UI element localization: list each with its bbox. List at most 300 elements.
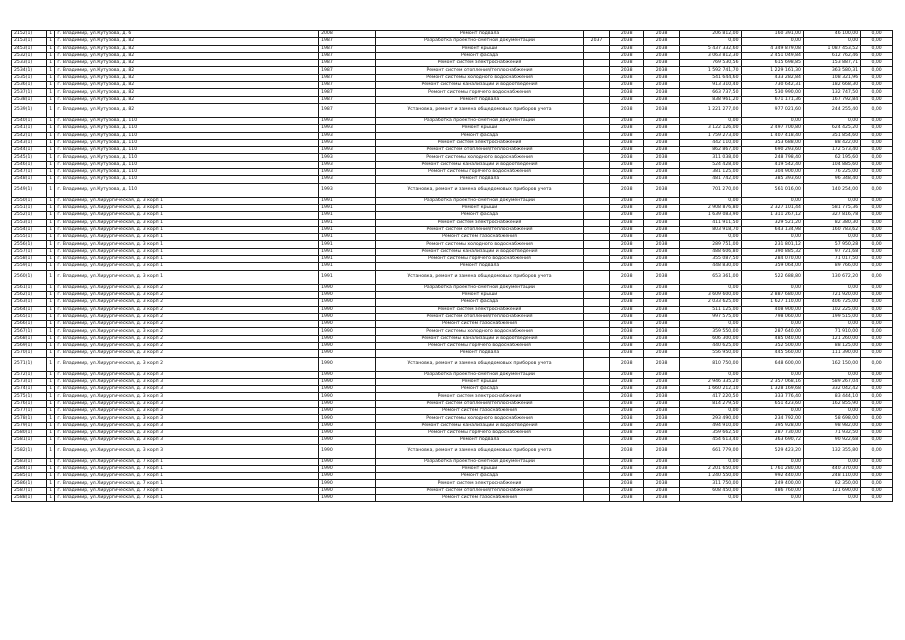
extra-year-cell [583, 357, 609, 371]
build-year-cell: 1990 [319, 422, 376, 429]
sequence-cell: 1 [46, 437, 54, 444]
table-row [12, 465, 893, 472]
total-cost-cell: 1 240 550,00 [680, 473, 741, 480]
total-cost-cell: 769 530,56 [680, 60, 741, 67]
owner-share-cell: 132 747,50 [803, 89, 860, 96]
work-type-cell: Ремонт фасада [376, 473, 584, 480]
table-row [12, 96, 893, 103]
other-share-cell: 0,00 [861, 429, 893, 436]
address-cell: г. Владимир, ул.Хирургическая, д. 3 корп 2 [55, 350, 319, 357]
build-year-cell: 1990 [319, 284, 376, 291]
end-year-cell: 2038 [644, 147, 680, 154]
build-year-cell: 1991 [319, 212, 376, 219]
start-year-cell: 2038 [610, 400, 644, 407]
start-year-cell: 2038 [610, 473, 644, 480]
record-id-cell: 2542(1) [12, 132, 47, 139]
fund-share-cell: 4 349 879,08 [741, 45, 803, 52]
total-cost-cell: 0,00 [680, 117, 741, 124]
sequence-cell: 1 [46, 161, 54, 168]
start-year-cell: 2038 [610, 437, 644, 444]
table-row [12, 284, 893, 291]
fund-share-cell: 0,00 [741, 495, 803, 502]
owner-share-cell: 83 444,10 [803, 393, 860, 400]
extra-year-cell [583, 204, 609, 211]
sequence-cell: 1 [46, 183, 54, 197]
record-id-cell: 2543(1) [12, 139, 47, 146]
owner-share-cell: 199 515,00 [803, 313, 860, 320]
other-share-cell: 0,00 [861, 67, 893, 74]
other-share-cell: 0,00 [861, 60, 893, 67]
other-share-cell: 0,00 [861, 378, 893, 385]
owner-share-cell: 62 195,60 [803, 154, 860, 161]
build-year-cell: 1990 [319, 378, 376, 385]
other-share-cell: 0,00 [861, 89, 893, 96]
fund-share-cell: 2 887 680,00 [741, 291, 803, 298]
fund-share-cell: 287 730,00 [741, 429, 803, 436]
start-year-cell: 2038 [610, 321, 644, 328]
other-share-cell: 0,00 [861, 38, 893, 45]
start-year-cell: 2038 [610, 183, 644, 197]
end-year-cell: 2038 [644, 284, 680, 291]
total-cost-cell: 293 490,00 [680, 415, 741, 422]
total-cost-cell: 494 910,00 [680, 422, 741, 429]
sequence-cell: 1 [46, 480, 54, 487]
work-type-cell: Ремонт систем электроснабжения [376, 306, 584, 313]
start-year-cell: 2038 [610, 89, 644, 96]
owner-share-cell: 0,00 [803, 234, 860, 241]
owner-share-cell: 162 150,00 [803, 357, 860, 371]
total-cost-cell: 838 961,20 [680, 96, 741, 103]
start-year-cell: 2038 [610, 226, 644, 233]
fund-share-cell: 304 900,00 [741, 169, 803, 176]
start-year-cell: 2038 [610, 487, 644, 494]
work-type-cell: Ремонт систем отопления/теплоснабжения [376, 226, 584, 233]
end-year-cell: 2038 [644, 306, 680, 313]
build-year-cell: 1990 [319, 444, 376, 458]
work-type-cell: Ремонт подвала [376, 31, 584, 38]
start-year-cell: 2038 [610, 408, 644, 415]
end-year-cell: 2038 [644, 212, 680, 219]
other-share-cell: 0,00 [861, 350, 893, 357]
record-id-cell: 2540(1) [12, 117, 47, 124]
work-type-cell: Разработка проектно-сметной документации [376, 117, 584, 124]
owner-share-cell: 172 573,40 [803, 147, 860, 154]
sequence-cell: 1 [46, 393, 54, 400]
fund-share-cell: 730 642,31 [741, 82, 803, 89]
address-cell: г. Владимир, ул.Хирургическая, д. 3 корп 3 [55, 437, 319, 444]
build-year-cell: 1990 [319, 342, 376, 349]
fund-share-cell: 419 542,40 [741, 161, 803, 168]
work-type-cell: Ремонт подвала [376, 350, 584, 357]
build-year-cell: 1990 [319, 291, 376, 298]
address-cell: г. Владимир, ул.Хирургическая, д. 3 корп 1 [55, 256, 319, 263]
sequence-cell: 1 [46, 328, 54, 335]
other-share-cell: 0,00 [861, 371, 893, 378]
owner-share-cell: 58 698,00 [803, 415, 860, 422]
work-type-cell: Ремонт системы холодного водоснабжения [376, 328, 584, 335]
start-year-cell: 2038 [610, 415, 644, 422]
build-year-cell: 1991 [319, 248, 376, 255]
owner-share-cell: 351 854,60 [803, 132, 860, 139]
fund-share-cell: 433 282,84 [741, 74, 803, 81]
end-year-cell: 2038 [644, 45, 680, 52]
extra-year-cell [583, 437, 609, 444]
extra-year-cell [583, 270, 609, 284]
work-type-cell: Установка, ремонт и замена общедомовых приборов учета [376, 444, 584, 458]
sequence-cell: 1 [46, 45, 54, 52]
fund-share-cell: 977 021,60 [741, 103, 803, 117]
work-type-cell: Ремонт крыши [376, 125, 584, 132]
extra-year-cell [583, 74, 609, 81]
table-row [12, 74, 893, 81]
work-type-cell: Ремонт системы холодного водоснабжения [376, 241, 584, 248]
address-cell: г. Владимир, ул.Хирургическая, д. 7 корп 1 [55, 480, 319, 487]
end-year-cell: 2038 [644, 422, 680, 429]
address-cell: г. Владимир, ул.Кутузова, д. 110 [55, 147, 319, 154]
work-type-cell: Ремонт подвала [376, 437, 584, 444]
fund-share-cell: 2 327 101,44 [741, 204, 803, 211]
build-year-cell: 1987 [319, 45, 376, 52]
record-id-cell: 2564(1) [12, 306, 47, 313]
record-id-cell: 2546(1) [12, 161, 47, 168]
address-cell: г. Владимир, ул.Хирургическая, д. 3 корп 3 [55, 422, 319, 429]
fund-share-cell: 408 900,00 [741, 306, 803, 313]
sequence-cell: 1 [46, 226, 54, 233]
sequence-cell: 1 [46, 212, 54, 219]
start-year-cell: 2038 [610, 204, 644, 211]
start-year-cell: 2038 [610, 117, 644, 124]
record-id-cell: 2550(1) [12, 197, 47, 204]
owner-share-cell: 248 110,00 [803, 473, 860, 480]
owner-share-cell: 1 087 453,52 [803, 45, 860, 52]
start-year-cell: 2038 [610, 82, 644, 89]
table-row [12, 263, 893, 270]
sequence-cell: 1 [46, 60, 54, 67]
total-cost-cell: 862 867,00 [680, 147, 741, 154]
total-cost-cell: 810 750,00 [680, 357, 741, 371]
record-id-cell: 2559(1) [12, 263, 47, 270]
work-type-cell: Ремонт системы горячего водоснабжения [376, 169, 584, 176]
record-id-cell: 2541(1) [12, 125, 47, 132]
extra-year-cell [583, 415, 609, 422]
fund-share-cell: 1 627 110,00 [741, 299, 803, 306]
build-year-cell: 1991 [319, 204, 376, 211]
end-year-cell: 2038 [644, 176, 680, 183]
record-id-cell: 2532(1) [12, 52, 47, 59]
other-share-cell: 0,00 [861, 226, 893, 233]
other-share-cell: 0,00 [861, 465, 893, 472]
fund-share-cell: 0,00 [741, 321, 803, 328]
total-cost-cell: 355 087,50 [680, 256, 741, 263]
other-share-cell: 0,00 [861, 415, 893, 422]
end-year-cell: 2038 [644, 371, 680, 378]
build-year-cell: 1990 [319, 480, 376, 487]
start-year-cell: 2038 [610, 60, 644, 67]
other-share-cell: 0,00 [861, 256, 893, 263]
build-year-cell: 1987 [319, 60, 376, 67]
fund-share-cell: 0,00 [741, 234, 803, 241]
extra-year-cell [583, 219, 609, 226]
fund-share-cell: 445 560,00 [741, 350, 803, 357]
end-year-cell: 2038 [644, 132, 680, 139]
total-cost-cell: 0,00 [680, 321, 741, 328]
record-id-cell: 2544(1) [12, 147, 47, 154]
fund-share-cell: 0,00 [741, 458, 803, 465]
other-share-cell: 0,00 [861, 284, 893, 291]
sequence-cell: 1 [46, 256, 54, 263]
extra-year-cell [583, 386, 609, 393]
table-row [12, 444, 893, 458]
address-cell: г. Владимир, ул.Хирургическая, д. 3 корп 1 [55, 241, 319, 248]
end-year-cell: 2038 [644, 154, 680, 161]
address-cell: г. Владимир, ул.Кутузова, д. 82 [55, 67, 319, 74]
other-share-cell: 0,00 [861, 444, 893, 458]
extra-year-cell [583, 52, 609, 59]
build-year-cell: 1993 [319, 125, 376, 132]
sequence-cell: 1 [46, 371, 54, 378]
sequence-cell: 1 [46, 291, 54, 298]
build-year-cell: 1991 [319, 226, 376, 233]
extra-year-cell [583, 306, 609, 313]
extra-year-cell [583, 328, 609, 335]
sequence-cell: 1 [46, 248, 54, 255]
sequence-cell: 1 [46, 473, 54, 480]
record-id-cell: 2575(1) [12, 393, 47, 400]
other-share-cell: 0,00 [861, 248, 893, 255]
owner-share-cell: 71 932,50 [803, 429, 860, 436]
extra-year-cell [583, 125, 609, 132]
sequence-cell: 1 [46, 38, 54, 45]
work-type-cell: Разработка проектно-сметной документации [376, 284, 584, 291]
other-share-cell: 0,00 [861, 31, 893, 38]
owner-share-cell: 121 260,00 [803, 335, 860, 342]
fund-share-cell: 1 328 169,68 [741, 386, 803, 393]
build-year-cell: 1990 [319, 306, 376, 313]
table-row [12, 437, 893, 444]
work-type-cell: Ремонт системы горячего водоснабжения [376, 429, 584, 436]
total-cost-cell: 1 592 741,70 [680, 67, 741, 74]
total-cost-cell: 440 625,00 [680, 342, 741, 349]
extra-year-cell [583, 378, 609, 385]
table-row [12, 342, 893, 349]
build-year-cell: 1990 [319, 299, 376, 306]
owner-share-cell: 0,00 [803, 458, 860, 465]
record-id-cell: 2558(1) [12, 256, 47, 263]
end-year-cell: 2038 [644, 313, 680, 320]
extra-year-cell [583, 60, 609, 67]
start-year-cell: 2038 [610, 38, 644, 45]
owner-share-cell: 88 125,00 [803, 342, 860, 349]
fund-share-cell: 363 690,72 [741, 437, 803, 444]
table-row [12, 197, 893, 204]
build-year-cell: 1990 [319, 473, 376, 480]
owner-share-cell: 589 267,04 [803, 378, 860, 385]
table-row [12, 132, 893, 139]
sequence-cell: 1 [46, 458, 54, 465]
other-share-cell: 0,00 [861, 74, 893, 81]
end-year-cell: 2038 [644, 60, 680, 67]
extra-year-cell [583, 291, 609, 298]
address-cell: г. Владимир, ул.Кутузова, д. 82 [55, 38, 319, 45]
build-year-cell: 1993 [319, 147, 376, 154]
record-id-cell: 2562(1) [12, 291, 47, 298]
start-year-cell: 2038 [610, 234, 644, 241]
owner-share-cell: 96 348,40 [803, 176, 860, 183]
sequence-cell: 1 [46, 263, 54, 270]
fund-share-cell: 529 423,20 [741, 444, 803, 458]
fund-share-cell: 352 500,00 [741, 342, 803, 349]
work-type-cell: Ремонт системы холодного водоснабжения [376, 415, 584, 422]
sequence-cell: 1 [46, 219, 54, 226]
record-id-cell: 2576(1) [12, 400, 47, 407]
extra-year-cell [583, 495, 609, 502]
work-type-cell: Ремонт подвала [376, 96, 584, 103]
record-id-cell: 2560(1) [12, 270, 47, 284]
end-year-cell: 2038 [644, 299, 680, 306]
build-year-cell: 1990 [319, 393, 376, 400]
fund-share-cell: 798 060,00 [741, 313, 803, 320]
table-row [12, 154, 893, 161]
other-share-cell: 0,00 [861, 400, 893, 407]
table-row [12, 473, 893, 480]
build-year-cell: 1990 [319, 386, 376, 393]
extra-year-cell [583, 234, 609, 241]
record-id-cell: 2586(1) [12, 480, 47, 487]
table-row [12, 204, 893, 211]
total-cost-cell: 663 737,50 [680, 89, 741, 96]
fund-share-cell: 561 016,00 [741, 183, 803, 197]
owner-share-cell: 89 766,00 [803, 263, 860, 270]
record-id-cell: 2582(1) [12, 444, 47, 458]
start-year-cell: 2038 [610, 270, 644, 284]
build-year-cell: 1990 [319, 465, 376, 472]
table-row [12, 422, 893, 429]
sequence-cell: 1 [46, 234, 54, 241]
total-cost-cell: 997 575,00 [680, 313, 741, 320]
work-type-cell: Ремонт системы канализации и водоотведения [376, 161, 584, 168]
total-cost-cell: 2 908 876,80 [680, 204, 741, 211]
other-share-cell: 0,00 [861, 321, 893, 328]
start-year-cell: 2038 [610, 465, 644, 472]
other-share-cell: 0,00 [861, 357, 893, 371]
total-cost-cell: 359 662,50 [680, 429, 741, 436]
start-year-cell: 2038 [610, 139, 644, 146]
build-year-cell: 1991 [319, 263, 376, 270]
fund-share-cell: 671 171,36 [741, 96, 803, 103]
address-cell: г. Владимир, ул.Кутузова, д. 82 [55, 74, 319, 81]
other-share-cell: 0,00 [861, 393, 893, 400]
work-type-cell: Ремонт систем отопления/теплоснабжения [376, 147, 584, 154]
owner-share-cell: 363 580,31 [803, 67, 860, 74]
fund-share-cell: 329 521,20 [741, 219, 803, 226]
work-type-cell: Ремонт крыши [376, 378, 584, 385]
sequence-cell: 1 [46, 132, 54, 139]
work-type-cell: Ремонт системы горячего водоснабжения [376, 342, 584, 349]
end-year-cell: 2038 [644, 241, 680, 248]
record-id-cell: 2580(1) [12, 429, 47, 436]
sequence-cell: 1 [46, 321, 54, 328]
extra-year-cell [583, 321, 609, 328]
sequence-cell: 1 [46, 147, 54, 154]
end-year-cell: 2038 [644, 321, 680, 328]
other-share-cell: 0,00 [861, 132, 893, 139]
record-id-cell: 2153(1) [12, 38, 47, 45]
record-id-cell: 2563(1) [12, 299, 47, 306]
end-year-cell: 2038 [644, 89, 680, 96]
record-id-cell: 2571(1) [12, 357, 47, 371]
owner-share-cell: 108 321,96 [803, 74, 860, 81]
build-year-cell: 1993 [319, 154, 376, 161]
start-year-cell: 2038 [610, 161, 644, 168]
owner-share-cell: 102 225,00 [803, 306, 860, 313]
sequence-cell: 1 [46, 495, 54, 502]
work-type-cell: Ремонт систем газоснабжения [376, 321, 584, 328]
owner-share-cell: 440 370,00 [803, 465, 860, 472]
table-row [12, 234, 893, 241]
other-share-cell: 0,00 [861, 82, 893, 89]
record-id-cell: 2577(1) [12, 408, 47, 415]
address-cell: г. Владимир, ул.Хирургическая, д. 3 корп 1 [55, 219, 319, 226]
work-type-cell: Ремонт системы горячего водоснабжения [376, 89, 584, 96]
address-cell: г. Владимир, ул.Хирургическая, д. 3 корп 1 [55, 226, 319, 233]
table-row [12, 321, 893, 328]
sequence-cell: 1 [46, 357, 54, 371]
work-type-cell: Ремонт систем отопления/теплоснабжения [376, 487, 584, 494]
record-id-cell: 2453(1) [12, 45, 47, 52]
extra-year-cell [583, 342, 609, 349]
work-type-cell: Ремонт фасада [376, 212, 584, 219]
work-type-cell: Ремонт системы канализации и водоотведения [376, 422, 584, 429]
work-type-cell: Ремонт подвала [376, 176, 584, 183]
total-cost-cell: 289 751,00 [680, 241, 741, 248]
start-year-cell: 2038 [610, 284, 644, 291]
end-year-cell: 2038 [644, 234, 680, 241]
end-year-cell: 2038 [644, 357, 680, 371]
build-year-cell: 1990 [319, 335, 376, 342]
work-type-cell: Установка, ремонт и замена общедомовых приборов учета [376, 183, 584, 197]
record-id-cell: 2553(1) [12, 219, 47, 226]
total-cost-cell: 417 220,50 [680, 393, 741, 400]
address-cell: г. Владимир, ул.Хирургическая, д. 3 корп 3 [55, 386, 319, 393]
total-cost-cell: 3 122 126,00 [680, 125, 741, 132]
address-cell: г. Владимир, ул.Кутузова, д. 82 [55, 82, 319, 89]
end-year-cell: 2038 [644, 219, 680, 226]
work-type-cell: Ремонт крыши [376, 45, 584, 52]
sequence-cell: 1 [46, 154, 54, 161]
end-year-cell: 2038 [644, 473, 680, 480]
total-cost-cell: 381 125,00 [680, 169, 741, 176]
work-type-cell: Ремонт фасада [376, 299, 584, 306]
extra-year-cell [583, 465, 609, 472]
address-cell: г. Владимир, ул.Хирургическая, д. 3 корп 1 [55, 197, 319, 204]
build-year-cell: 1993 [319, 161, 376, 168]
other-share-cell: 0,00 [861, 495, 893, 502]
build-year-cell: 1990 [319, 415, 376, 422]
build-year-cell: 1990 [319, 437, 376, 444]
end-year-cell: 2038 [644, 270, 680, 284]
record-id-cell: 2549(1) [12, 183, 47, 197]
record-id-cell: 2573(1) [12, 378, 47, 385]
other-share-cell: 0,00 [861, 422, 893, 429]
extra-year-cell [583, 176, 609, 183]
owner-share-cell: 0,00 [803, 197, 860, 204]
end-year-cell: 2038 [644, 444, 680, 458]
start-year-cell: 2038 [610, 393, 644, 400]
total-cost-cell: 311 750,00 [680, 480, 741, 487]
end-year-cell: 2038 [644, 487, 680, 494]
sequence-cell: 1 [46, 408, 54, 415]
total-cost-cell: 653 361,00 [680, 270, 741, 284]
